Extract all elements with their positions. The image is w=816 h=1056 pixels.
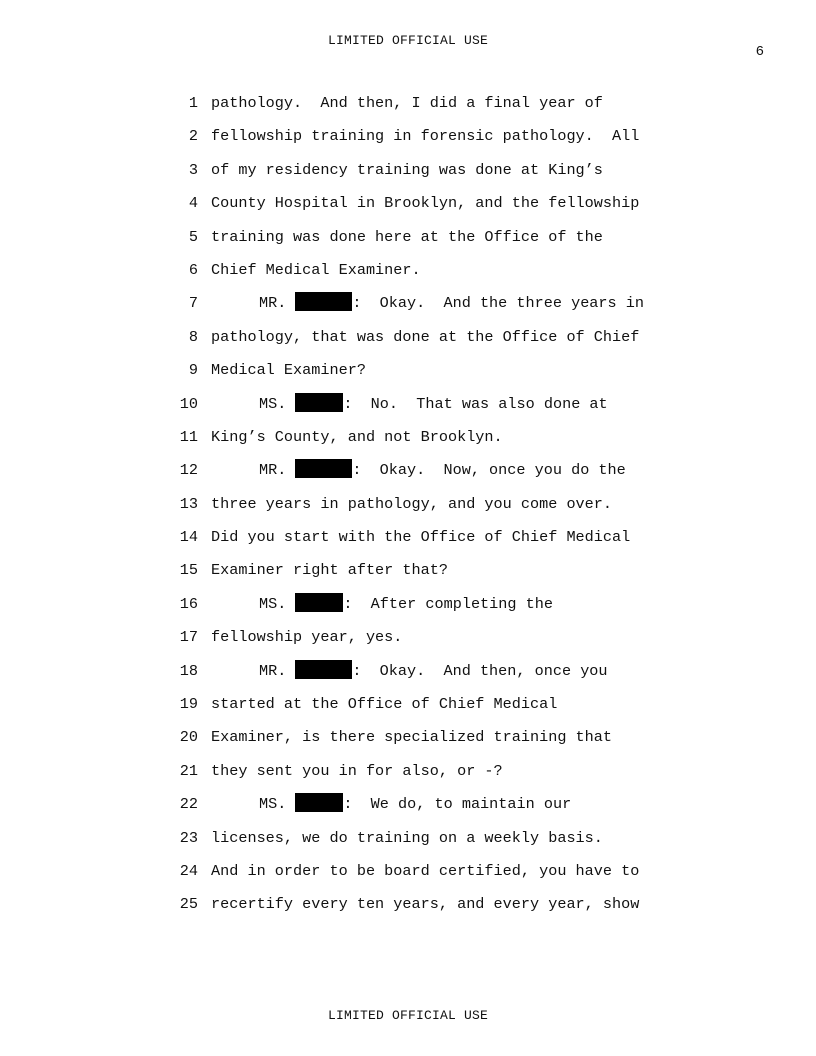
line-number: 14 [179,528,198,547]
transcript-line [0,488,816,521]
speaker-line [259,454,626,487]
speaker-title: MS. [259,795,287,814]
line-text: : Okay. And then, once you [352,661,608,680]
line-text: And in order to be board certified, you have to [211,861,640,880]
page-number: 6 [755,44,764,60]
line-number: 10 [179,394,198,413]
transcript-line [0,154,816,187]
line-number: 25 [179,895,198,914]
redaction-box [295,459,352,478]
transcript-line [0,588,816,621]
transcript-line [0,421,816,454]
line-number: 20 [179,728,198,747]
line-text: Examiner right after that? [211,561,448,580]
line-number: 18 [179,661,198,680]
line-number: 3 [188,160,198,179]
transcript-line [0,287,816,320]
transcript-line [0,454,816,487]
transcript-line [0,321,816,354]
line-number: 1 [188,94,198,112]
line-text: started at the Office of Chief Medical [211,695,558,714]
speaker-line [259,287,644,320]
line-number: 6 [188,260,198,279]
transcript-line [0,822,816,855]
line-number: 4 [188,194,198,213]
line-text: of my residency training was done at King’s [211,160,603,179]
transcript-line [0,388,816,421]
line-text: Medical Examiner? [211,361,366,380]
line-text: : We do, to maintain our [343,795,572,814]
line-text: Did you start with the Office of Chief Medical [211,528,631,547]
speaker-title: MR. [259,461,287,480]
redaction-box [295,292,352,311]
line-number: 21 [179,761,198,780]
line-text: : No. That was also done at [343,394,608,413]
transcript-line [0,87,816,120]
line-text: fellowship year, yes. [211,628,403,647]
line-number: 16 [179,594,198,613]
page-footer: LIMITED OFFICIAL USE [327,1008,489,1023]
line-text: three years in pathology, and you come over. [211,494,613,513]
line-number: 12 [179,461,198,480]
page-header: LIMITED OFFICIAL USE [327,33,489,48]
line-number: 19 [179,695,198,714]
line-text: pathology. And then, I did a final year of [211,94,603,112]
transcript-line [0,788,816,821]
line-number: 7 [188,294,198,313]
transcript-line [0,187,816,220]
transcript-line [0,688,816,721]
speaker-line [259,588,553,621]
transcript-line [0,254,816,287]
transcript-line [0,755,816,788]
line-number: 15 [179,561,198,580]
line-number: 22 [179,795,198,814]
line-text: King’s County, and not Brooklyn. [211,427,503,446]
transcript-line [0,354,816,387]
speaker-title: MR. [259,294,287,313]
line-number: 9 [188,361,198,380]
line-text: County Hospital in Brooklyn, and the fellowship [211,194,640,213]
line-text: training was done here at the Office of the [211,227,603,246]
speaker-title: MS. [259,394,287,413]
line-text: they sent you in for also, or -? [211,761,503,780]
transcript-line [0,888,816,921]
transcript-line [0,855,816,888]
speaker-line [259,388,608,421]
line-number: 8 [188,327,198,346]
line-number: 13 [179,494,198,513]
line-text: pathology, that was done at the Office of Chief [211,327,640,346]
speaker-title: MS. [259,594,287,613]
speaker-line [259,655,608,688]
transcript-line [0,120,816,153]
line-text: recertify every ten years, and every year, show [211,895,640,914]
line-text: fellowship training in forensic pathology. All [211,127,640,146]
transcript-line [0,521,816,554]
line-text: licenses, we do training on a weekly basis. [211,828,603,847]
line-text: : Okay. Now, once you do the [352,461,626,480]
transcript-line [0,655,816,688]
speaker-line [259,788,571,821]
transcript-line [0,554,816,587]
line-number: 5 [188,227,198,246]
line-number: 24 [179,861,198,880]
transcript-line [0,221,816,254]
line-number: 17 [179,628,198,647]
line-text: Examiner, is there specialized training that [211,728,613,747]
line-text: : Okay. And the three years in [352,294,644,313]
redaction-box [295,660,352,679]
line-number: 23 [179,828,198,847]
transcript-body [0,87,816,922]
line-number: 11 [179,427,198,446]
line-text: : After completing the [343,594,553,613]
redaction-box [295,793,343,812]
speaker-title: MR. [259,661,287,680]
transcript-line [0,621,816,654]
line-text: Chief Medical Examiner. [211,260,421,279]
redaction-box [295,593,343,612]
line-number: 2 [188,127,198,146]
redaction-box [295,393,343,412]
transcript-line [0,721,816,754]
